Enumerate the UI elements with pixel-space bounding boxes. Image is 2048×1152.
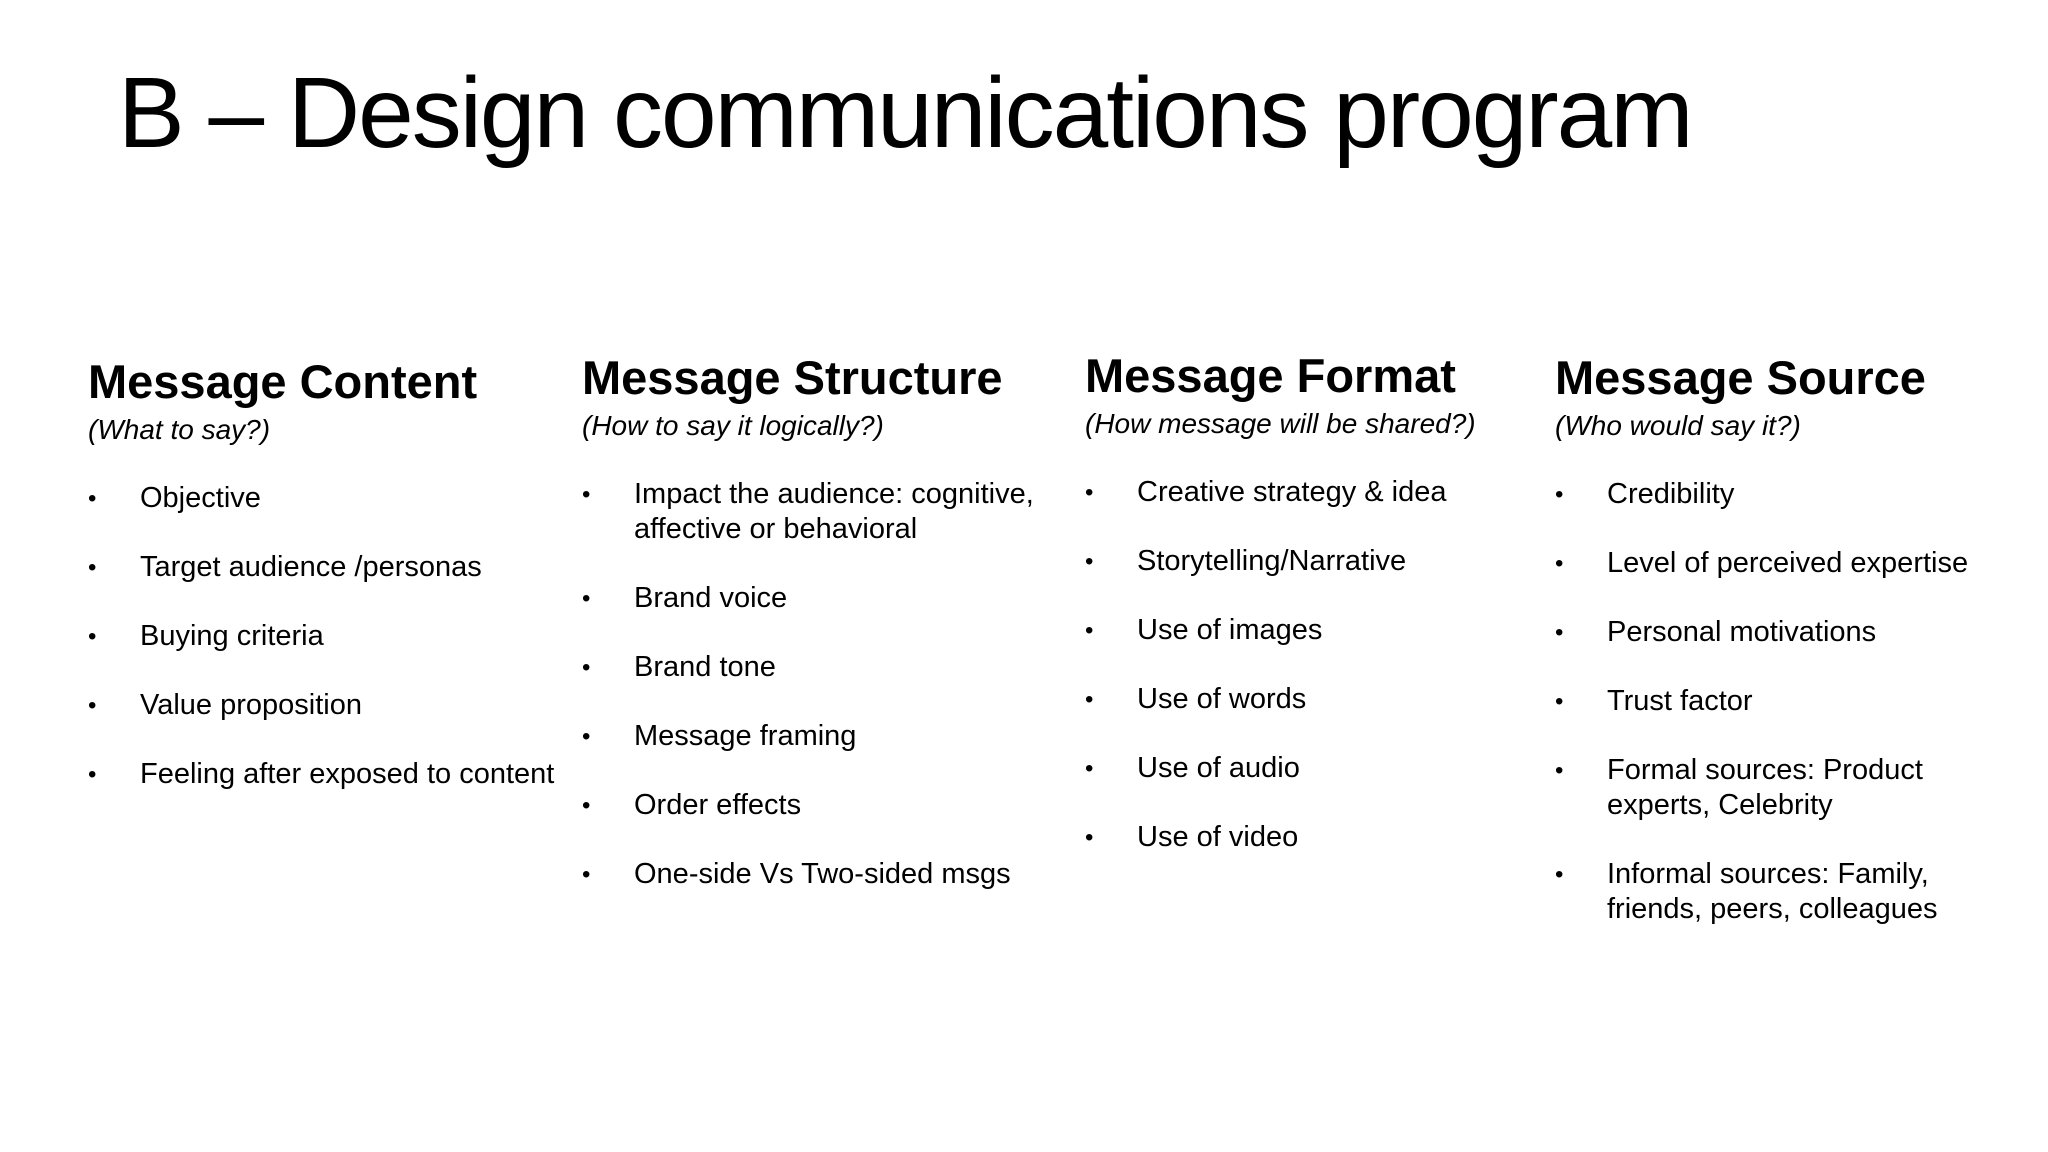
bullet-item bbox=[1085, 544, 1555, 579]
bullet-text: Personal motivations bbox=[1607, 615, 1877, 648]
column-subtitle: (How to say it logically?) bbox=[582, 409, 884, 441]
bullet-point-icon: • bbox=[1085, 823, 1094, 851]
bullet-point-icon: • bbox=[582, 722, 591, 750]
column-message-format bbox=[1085, 350, 1555, 889]
bullet-point-icon: • bbox=[1085, 547, 1094, 575]
bullet-point-icon: • bbox=[1555, 480, 1564, 508]
bullet-item bbox=[1085, 751, 1555, 786]
bullet-point-icon: • bbox=[1555, 618, 1564, 646]
bullet-text: Use of images bbox=[1137, 613, 1323, 646]
bullet-item bbox=[1085, 682, 1555, 717]
bullet-item bbox=[582, 719, 1052, 754]
bullet-text: Formal sources: Product experts, Celebrity bbox=[1607, 753, 1923, 821]
bullet-point-icon: • bbox=[1085, 616, 1094, 644]
bullet-point-icon: • bbox=[1085, 478, 1094, 506]
bullet-point-icon: • bbox=[1555, 549, 1564, 577]
bullet-text: Message framing bbox=[634, 719, 857, 752]
bullet-text: Use of video bbox=[1137, 820, 1299, 853]
bullet-text: Objective bbox=[140, 481, 261, 514]
bullet-list bbox=[88, 481, 558, 792]
bullet-text: Brand voice bbox=[634, 581, 788, 614]
column-message-content bbox=[88, 356, 558, 826]
bullet-item bbox=[1555, 857, 2025, 927]
bullet-text: Credibility bbox=[1607, 477, 1735, 510]
bullet-text: Impact the audience: cognitive, affective or behavioral bbox=[634, 477, 1034, 545]
bullet-item bbox=[88, 688, 558, 723]
bullet-item bbox=[582, 477, 1052, 547]
column-heading: Message Structure bbox=[582, 351, 1003, 404]
bullet-item bbox=[88, 757, 558, 792]
bullet-list bbox=[582, 477, 1052, 892]
bullet-point-icon: • bbox=[88, 553, 97, 581]
bullet-item bbox=[1085, 820, 1555, 855]
bullet-point-icon: • bbox=[582, 791, 591, 819]
bullet-text: Level of perceived expertise bbox=[1607, 546, 1969, 579]
column-subtitle: (How message will be shared?) bbox=[1085, 407, 1476, 439]
column-heading: Message Format bbox=[1085, 349, 1456, 402]
bullet-list bbox=[1555, 477, 2025, 927]
bullet-item bbox=[1555, 615, 2025, 650]
column-subtitle: (Who would say it?) bbox=[1555, 409, 1801, 441]
bullet-item bbox=[88, 550, 558, 585]
bullet-text: Value proposition bbox=[140, 688, 362, 721]
bullet-item bbox=[1085, 475, 1555, 510]
bullet-item bbox=[582, 581, 1052, 616]
bullet-text: Creative strategy & idea bbox=[1137, 475, 1447, 508]
bullet-item bbox=[582, 650, 1052, 685]
column-heading: Message Source bbox=[1555, 351, 1926, 404]
slide-title: B – Design communications program bbox=[118, 57, 1692, 169]
bullet-item bbox=[88, 481, 558, 516]
bullet-list bbox=[1085, 475, 1555, 855]
bullet-point-icon: • bbox=[1555, 860, 1564, 888]
bullet-point-icon: • bbox=[88, 691, 97, 719]
bullet-point-icon: • bbox=[1555, 687, 1564, 715]
bullet-item bbox=[1555, 753, 2025, 823]
bullet-item bbox=[1555, 684, 2025, 719]
bullet-text: Informal sources: Family, friends, peers, colleagues bbox=[1607, 857, 1938, 925]
bullet-point-icon: • bbox=[582, 584, 591, 612]
bullet-item bbox=[1555, 477, 2025, 512]
column-heading: Message Content bbox=[88, 355, 478, 408]
bullet-text: Buying criteria bbox=[140, 619, 324, 652]
column-message-structure bbox=[582, 352, 1052, 926]
bullet-text: One-side Vs Two-sided msgs bbox=[634, 857, 1011, 890]
bullet-point-icon: • bbox=[1555, 756, 1564, 784]
bullet-item bbox=[1085, 613, 1555, 648]
bullet-item bbox=[1555, 546, 2025, 581]
bullet-item bbox=[582, 788, 1052, 823]
bullet-text: Storytelling/Narrative bbox=[1137, 544, 1407, 577]
bullet-point-icon: • bbox=[88, 760, 97, 788]
bullet-text: Target audience /personas bbox=[140, 550, 482, 583]
bullet-point-icon: • bbox=[582, 653, 591, 681]
bullet-text: Brand tone bbox=[634, 650, 776, 683]
bullet-point-icon: • bbox=[1085, 685, 1094, 713]
bullet-point-icon: • bbox=[88, 622, 97, 650]
bullet-text: Feeling after exposed to content bbox=[140, 757, 555, 790]
bullet-text: Use of words bbox=[1137, 682, 1307, 715]
bullet-point-icon: • bbox=[88, 484, 97, 512]
bullet-text: Trust factor bbox=[1607, 684, 1753, 717]
bullet-text: Order effects bbox=[634, 788, 802, 821]
bullet-item bbox=[88, 619, 558, 654]
bullet-text: Use of audio bbox=[1137, 751, 1300, 784]
bullet-point-icon: • bbox=[582, 480, 591, 508]
bullet-point-icon: • bbox=[582, 860, 591, 888]
bullet-item bbox=[582, 857, 1052, 892]
column-message-source bbox=[1555, 352, 2025, 961]
bullet-point-icon: • bbox=[1085, 754, 1094, 782]
column-subtitle: (What to say?) bbox=[88, 413, 271, 445]
